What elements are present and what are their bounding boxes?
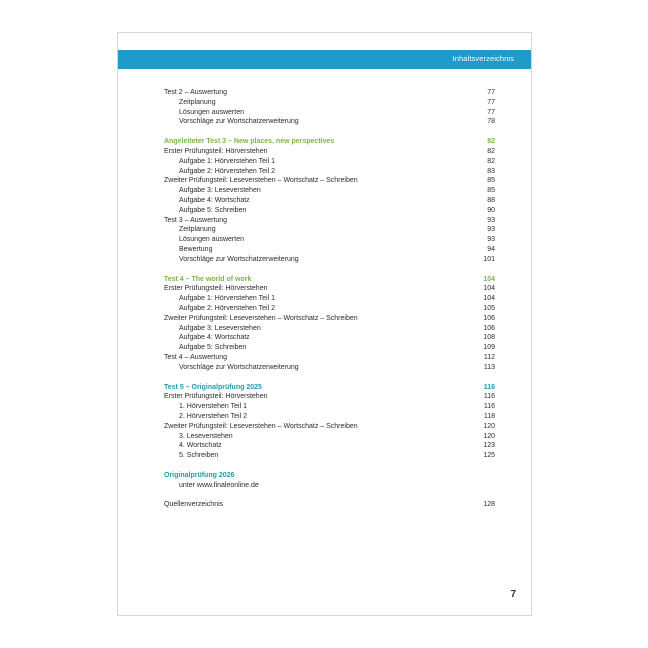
toc-entry-page: 108	[483, 334, 495, 342]
toc-entry-label: Vorschläge zur Wortschatzerweiterung	[179, 363, 299, 371]
toc-entry-page: 77	[487, 98, 495, 106]
toc-entry-page: 77	[487, 89, 495, 96]
toc-entry-label: Lösungen auswerten	[179, 108, 244, 116]
toc-entry-label: Aufgabe 4: Wortschatz	[179, 334, 250, 342]
toc-entry-page: 82	[487, 157, 495, 165]
toc-entry-label: Erster Prüfungsteil: Hörverstehen	[164, 393, 268, 401]
toc-entry-label: Bewertung	[179, 245, 213, 253]
toc-entry-label: Test 5 – Originalprüfung 2025	[164, 383, 262, 391]
toc-entry	[164, 481, 495, 491]
toc-entry-page: 77	[487, 108, 495, 116]
toc-entry-page: 104	[483, 295, 495, 303]
toc-entry-page: 90	[487, 206, 495, 214]
page-number: 7	[510, 589, 516, 600]
toc-entry-label: Zweiter Prüfungsteil: Leseverstehen – Wortschatz – Schreiben	[164, 422, 358, 430]
toc-section-heading	[164, 275, 495, 285]
toc-entry	[164, 235, 495, 245]
toc-spacer	[164, 490, 495, 500]
document-page	[117, 32, 532, 616]
toc-entry-page: 105	[483, 304, 495, 312]
toc-entry-label: Aufgabe 5: Schreiben	[179, 206, 247, 214]
toc-entry-page: 120	[483, 432, 495, 440]
toc-entry-page: 104	[483, 275, 495, 283]
toc-entry-label: Quellenverzeichnis	[164, 501, 224, 509]
toc-entry-label: 3. Leseverstehen	[179, 432, 233, 440]
toc-entry	[164, 186, 495, 196]
toc-entry	[164, 98, 495, 108]
toc-entry	[164, 216, 495, 226]
toc-entry-page: 123	[483, 442, 495, 450]
toc-entry	[164, 353, 495, 363]
toc-entry	[164, 402, 495, 412]
toc-entry-page: 94	[487, 245, 495, 253]
toc-entry-label: Test 2 – Auswertung	[164, 89, 228, 96]
toc-entry	[164, 294, 495, 304]
toc-entry	[164, 284, 495, 294]
toc-entry	[164, 451, 495, 461]
toc-section-heading	[164, 383, 495, 393]
toc-entry-label: Originalprüfung 2026	[164, 471, 235, 479]
toc-entry	[164, 167, 495, 177]
toc-entry	[164, 333, 495, 343]
toc-entry-label: Test 4 – Auswertung	[164, 353, 228, 361]
header-title: Inhaltsverzeichnis	[452, 54, 514, 63]
toc-entry-label: Zeitplanung	[179, 226, 216, 234]
toc-entry	[164, 324, 495, 334]
toc-entry-page: 85	[487, 177, 495, 185]
toc-entry	[164, 147, 495, 157]
toc-entry-page: 116	[483, 393, 495, 401]
toc-entry-page: 109	[483, 344, 495, 352]
toc-entry-page: 93	[487, 236, 495, 244]
toc-entry-label: Lösungen auswerten	[179, 236, 244, 244]
toc-entry-label: 1. Hörverstehen Teil 1	[179, 403, 247, 411]
toc-entry	[164, 441, 495, 451]
toc-entry-label: Zweiter Prüfungsteil: Leseverstehen – Wortschatz – Schreiben	[164, 177, 358, 185]
toc-entry-page: 104	[483, 285, 495, 293]
toc-entry-page: 82	[487, 138, 495, 146]
toc-entry-page: 78	[487, 118, 495, 126]
toc-entry-page: 128	[483, 501, 495, 509]
toc-entry-page: 125	[483, 452, 495, 460]
toc-entry-page: 118	[483, 412, 495, 420]
toc-entry	[164, 176, 495, 186]
toc-entry-label: Vorschläge zur Wortschatzerweiterung	[179, 118, 299, 126]
toc-entry-label: Zweiter Prüfungsteil: Leseverstehen – Wortschatz – Schreiben	[164, 314, 358, 322]
toc-entry-label: Aufgabe 3: Leseverstehen	[179, 187, 261, 195]
toc-entry-label: Test 3 – Auswertung	[164, 216, 228, 224]
toc-entry-page: 88	[487, 196, 495, 204]
toc-entry-label: Aufgabe 2: Hörverstehen Teil 2	[179, 304, 275, 312]
toc-entry-label: unter www.finaleonline.de	[179, 481, 259, 489]
toc-entry-label: 5. Schreiben	[179, 452, 219, 460]
toc-entry-page: 113	[483, 363, 495, 371]
toc-entry-label: Aufgabe 1: Hörverstehen Teil 1	[179, 295, 275, 303]
toc-entry	[164, 108, 495, 118]
toc-entry	[164, 245, 495, 255]
toc-entry	[164, 412, 495, 422]
toc-entry	[164, 255, 495, 265]
toc-entry	[164, 422, 495, 432]
toc-entry-page: 106	[483, 324, 495, 332]
toc-entry-page: 112	[483, 353, 495, 361]
toc-entry-label: Vorschläge zur Wortschatzerweiterung	[179, 255, 299, 263]
toc-entry-label: Erster Prüfungsteil: Hörverstehen	[164, 285, 268, 293]
toc-entry	[164, 343, 495, 353]
toc-entry	[164, 363, 495, 373]
toc-entry-page: 116	[483, 383, 495, 391]
toc-spacer	[164, 127, 495, 137]
toc-entry	[164, 157, 495, 167]
toc-entry-label: 2. Hörverstehen Teil 2	[179, 412, 247, 420]
toc-entry-page: 93	[487, 226, 495, 234]
toc-entry	[164, 206, 495, 216]
toc-section-heading	[164, 471, 495, 481]
toc-entry-page: 101	[483, 255, 495, 263]
toc-entry-page: 120	[483, 422, 495, 430]
toc-entry-page: 85	[487, 187, 495, 195]
toc-entry	[164, 500, 495, 510]
toc-entry-label: 4. Wortschatz	[179, 442, 222, 450]
toc-entry-page: 106	[483, 314, 495, 322]
toc-entry-label: Zeitplanung	[179, 98, 216, 106]
toc-entry	[164, 117, 495, 127]
toc-spacer	[164, 265, 495, 275]
toc-entry	[164, 432, 495, 442]
toc-entry-label: Aufgabe 2: Hörverstehen Teil 2	[179, 167, 275, 175]
toc-entry-label: Test 4 – The world of work	[164, 275, 252, 283]
header-band	[118, 50, 531, 69]
toc-entry	[164, 88, 495, 98]
toc-entry-label: Aufgabe 5: Schreiben	[179, 344, 247, 352]
toc-entry-page: 116	[483, 403, 495, 411]
toc-entry-label: Aufgabe 3: Leseverstehen	[179, 324, 261, 332]
toc-entry-label: Aufgabe 1: Hörverstehen Teil 1	[179, 157, 275, 165]
toc-entry-label: Erster Prüfungsteil: Hörverstehen	[164, 147, 268, 155]
toc-entry-label: Angeleiteter Test 3 – New places, new perspectives	[164, 138, 335, 146]
toc-entry-page: 83	[487, 167, 495, 175]
toc-section-heading	[164, 137, 495, 147]
toc-entry	[164, 225, 495, 235]
table-of-contents	[164, 88, 495, 510]
toc-spacer	[164, 373, 495, 383]
toc-entry	[164, 304, 495, 314]
toc-spacer	[164, 461, 495, 471]
toc-entry	[164, 392, 495, 402]
toc-entry-page: 93	[487, 216, 495, 224]
toc-entry-page: 82	[487, 147, 495, 155]
toc-entry	[164, 196, 495, 206]
toc-entry-label: Aufgabe 4: Wortschatz	[179, 196, 250, 204]
toc-entry	[164, 314, 495, 324]
